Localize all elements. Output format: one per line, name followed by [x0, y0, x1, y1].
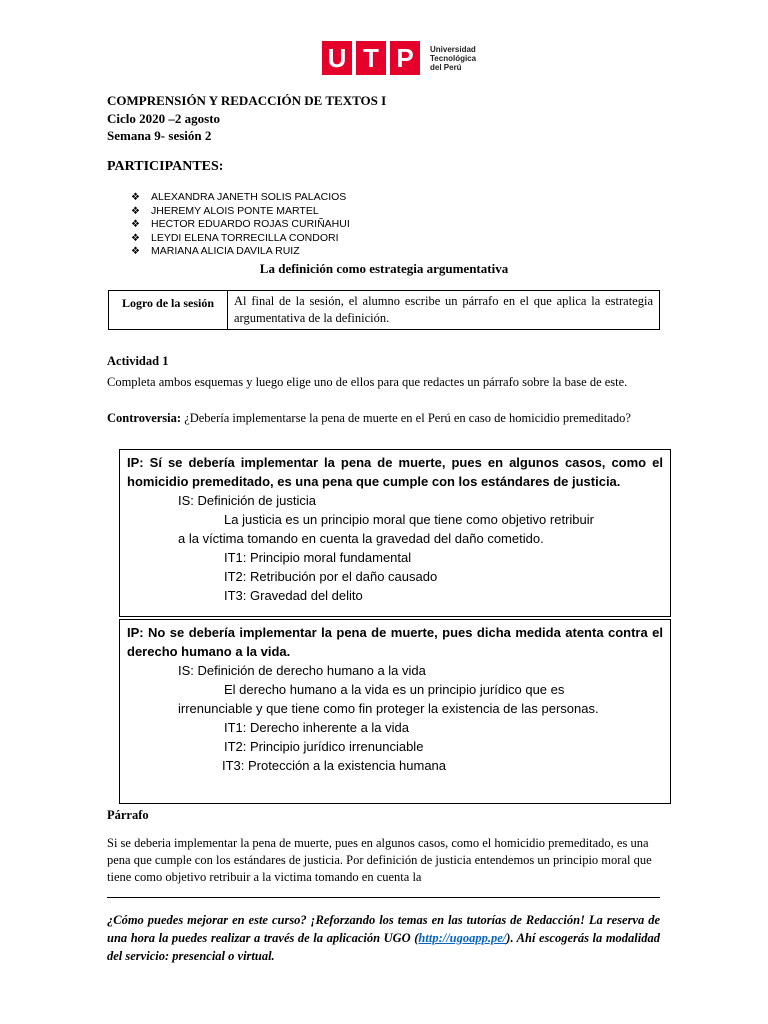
footer-divider — [107, 897, 660, 898]
logro-table — [108, 290, 660, 330]
scheme-no-definition-first: El derecho humano a la vida es un principio jurídico que es — [224, 682, 565, 697]
scheme-yes-it1: IT1: Principio moral fundamental — [224, 550, 412, 565]
scheme-yes-it2: IT2: Retribución por el daño causado — [224, 569, 438, 584]
utp-logo — [322, 40, 476, 76]
scheme-yes-is: IS: Definición de justicia — [178, 493, 317, 508]
logo-letter-t: T — [356, 41, 386, 75]
scheme-no-definition-rest: irrenunciable y que tiene como fin proteger la existencia de las personas. — [178, 701, 599, 716]
logro-label: Logro de la sesión — [109, 291, 228, 330]
scheme-no-it2: IT2: Principio jurídico irrenunciable — [224, 739, 424, 754]
participants-title: PARTICIPANTES: — [107, 159, 224, 174]
controversia — [107, 410, 660, 427]
list-item: ❖ ALEXANDRA JANETH SOLIS PALACIOS — [131, 191, 347, 203]
scheme-no-is: IS: Definición de derecho humano a la vida — [178, 663, 426, 678]
diamond-bullet-icon: ❖ — [131, 192, 140, 203]
list-item: ❖ LEYDI ELENA TORRECILLA CONDORI — [131, 231, 339, 244]
footer-note: ¿Cómo puedes mejorar en este curso? ¡Reforzando los temas en las tutorías de Redacción! La reserva de una hora la puedes realizar a través de la aplicación UGO (http://ugoapp.pe/). Ahí escogerás la modalidad del servicio: presencial o virtual. — [107, 913, 660, 963]
controversia-label: Controversia: — [107, 411, 182, 425]
list-item: ❖ HECTOR EDUARDO ROJAS CURIÑAHUI — [131, 218, 350, 230]
scheme-no-ip: IP: No se debería implementar la pena de muerte, pues dicha medida atenta contra el derecho humano a la vida. — [127, 625, 663, 659]
course-title: COMPRENSIÓN Y REDACCIÓN DE TEXTOS I — [107, 93, 387, 108]
diamond-bullet-icon: ❖ — [131, 219, 140, 230]
logo-letter-p: P — [390, 41, 420, 75]
diamond-bullet-icon: ❖ — [131, 205, 140, 217]
scheme-no-it1: IT1: Derecho inherente a la vida — [224, 720, 409, 735]
logro-text: Al final de la sesión, el alumno escribe un párrafo en el que aplica la estrategia argumentativa de la definición. — [228, 291, 660, 330]
logo-wordmark: Universidad Tecnológica del Perú — [430, 44, 477, 72]
scheme-yes-definition-rest: a la víctima tomando en cuenta la gravedad del daño cometido. — [178, 531, 544, 546]
scheme-no-box — [119, 619, 671, 804]
actividad-instructions: Completa ambos esquemas y luego elige uno de ellos para que redactes un párrafo sobre la base de este. — [107, 375, 628, 389]
diamond-bullet-icon: ❖ — [131, 246, 140, 257]
controversia-text: ¿Debería implementarse la pena de muerte en el Perú en caso de homicidio premeditado? — [181, 411, 631, 425]
course-cycle: Ciclo 2020 –2 agosto — [107, 111, 221, 126]
scheme-yes-box — [119, 449, 671, 617]
scheme-yes-ip: IP: Sí se debería implementar la pena de muerte, pues en algunos casos, como el homicidio premeditado, es una pena que cumple con los estándares de justicia. — [127, 455, 663, 489]
course-week: Semana 9- sesión 2 — [107, 128, 212, 143]
ugo-link[interactable]: http://ugoapp.pe/ — [418, 931, 507, 945]
parrafo-title: Párrafo — [107, 808, 149, 822]
logo-letter-u: U — [322, 41, 352, 75]
scheme-no-it3: IT3: Protección a la existencia humana — [222, 758, 447, 773]
list-item: ❖ JHEREMY ALOIS PONTE MARTEL — [131, 204, 319, 217]
scheme-yes-it3: IT3: Gravedad del delito — [224, 588, 363, 603]
list-item: ❖ MARIANA ALICIA DAVILA RUIZ — [131, 245, 300, 257]
participants-list — [131, 191, 350, 259]
diamond-bullet-icon: ❖ — [131, 232, 140, 244]
actividad-title: Actividad 1 — [107, 354, 169, 368]
section-title: La definición como estrategia argumentativa — [259, 261, 509, 276]
scheme-yes-definition-first: La justicia es un principio moral que tiene como objetivo retribuir — [224, 512, 594, 527]
parrafo-text: Si se deberia implementar la pena de muerte, pues en algunos casos, como el homicidio premeditado, es una pena que cumple con los estándares de justicia. Por definición de justicia entendemos un principio moral que tiene como objetivo retribuir a la victima tomando en cuenta la — [107, 836, 652, 884]
